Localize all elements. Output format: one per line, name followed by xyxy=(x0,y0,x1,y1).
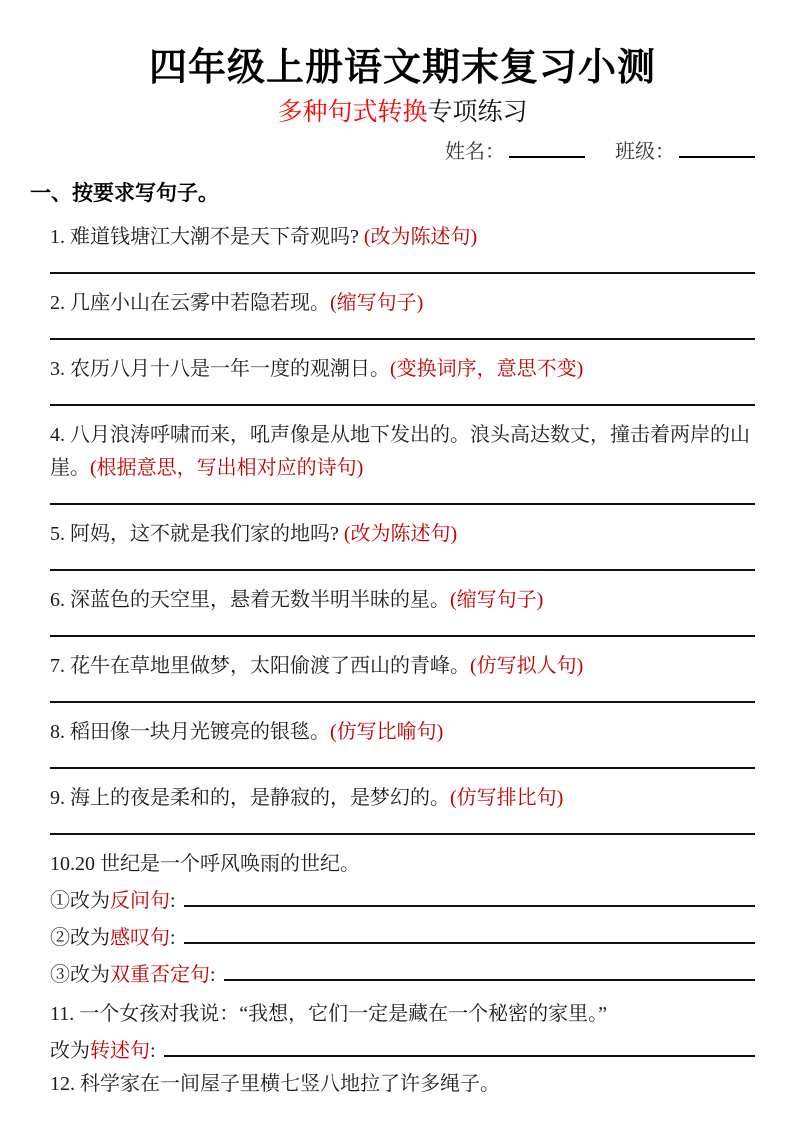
question-7-text: 7. 花牛在草地里做梦，太阳偷渡了西山的青峰。 xyxy=(50,655,470,677)
page-title: 四年级上册语文期末复习小测 xyxy=(148,47,656,89)
question-10-subitem-3 xyxy=(50,955,755,992)
subitem-3-answer-line xyxy=(224,955,755,981)
subitem-2-answer-line xyxy=(184,918,755,944)
question-4-text: 4. 八月浪涛呼啸而来，吼声像是从地下发出的。浪头高达数丈，撞击着两岸的山崖。 xyxy=(50,424,750,479)
answer-line-5 xyxy=(50,551,755,571)
question-10-subitem-1 xyxy=(50,881,755,918)
question-9-text: 9. 海上的夜是柔和的，是静寂的，是梦幻的。 xyxy=(50,787,450,809)
question-11-answer-line xyxy=(164,1031,755,1057)
answer-line-8 xyxy=(50,749,755,769)
subtitle xyxy=(50,94,755,130)
question-1-text: 1. 难道钱塘江大潮不是天下奇观吗? xyxy=(50,226,364,248)
subitem-1-prefix: ①改为 xyxy=(50,890,110,912)
question-1 xyxy=(50,221,755,254)
question-11-convert-term: 转述句 xyxy=(90,1040,150,1062)
subitem-1-term: 反问句 xyxy=(110,890,170,912)
name-class-row xyxy=(50,138,755,166)
answer-line-9 xyxy=(50,815,755,835)
answer-line-2 xyxy=(50,320,755,340)
question-11-convert-prefix: 改为 xyxy=(50,1040,90,1062)
question-9 xyxy=(50,782,755,815)
question-10-subitem-2 xyxy=(50,918,755,955)
question-5-text: 5. 阿妈，这不就是我们家的地吗? xyxy=(50,523,344,545)
question-5-instruction: (改为陈述句) xyxy=(343,523,458,545)
question-11: 11. 一个女孩对我说：“我想，它们一定是藏在一个秘密的家里。” xyxy=(50,1003,608,1025)
question-6 xyxy=(50,584,755,617)
question-7-instruction: (仿写拟人句) xyxy=(470,655,584,677)
question-1-instruction: (改为陈述句) xyxy=(363,226,478,248)
subitem-3-term: 双重否定句 xyxy=(110,964,210,986)
question-7 xyxy=(50,650,755,683)
subitem-2-term: 感叹句 xyxy=(110,927,170,949)
subitem-2-colon: : xyxy=(170,927,176,949)
name-blank xyxy=(509,138,585,158)
subtitle-rest: 专项练习 xyxy=(427,98,528,126)
question-8-instruction: (仿写比喻句) xyxy=(330,721,444,743)
question-11-convert-colon: : xyxy=(150,1040,156,1062)
answer-line-4 xyxy=(50,485,755,505)
subitem-2-prefix: ②改为 xyxy=(50,927,110,949)
answer-line-3 xyxy=(50,386,755,406)
question-3 xyxy=(50,353,755,386)
name-label: 姓名： xyxy=(445,141,505,163)
question-10: 10.20 世纪是一个呼风唤雨的世纪。 xyxy=(50,853,360,875)
question-6-instruction: (缩写句子) xyxy=(450,589,544,611)
question-4-instruction: (根据意思，写出相对应的诗句) xyxy=(90,457,364,479)
question-4 xyxy=(50,419,755,485)
subitem-1-colon: : xyxy=(170,890,176,912)
question-9-instruction: (仿写排比句) xyxy=(450,787,564,809)
question-11-convert-row xyxy=(50,1031,755,1068)
subitem-3-colon: : xyxy=(210,964,216,986)
answer-line-1 xyxy=(50,254,755,274)
answer-line-7 xyxy=(50,683,755,703)
subtitle-highlight: 多种句式转换 xyxy=(277,98,428,126)
question-12: 12. 科学家在一间屋子里横七竖八地拉了许多绳子。 xyxy=(50,1073,500,1095)
question-5 xyxy=(50,518,755,551)
subitem-3-prefix: ③改为 xyxy=(50,964,110,986)
question-2-instruction: (缩写句子) xyxy=(330,292,424,314)
section-heading: 一、按要求写句子。 xyxy=(30,182,219,205)
question-2-text: 2. 几座小山在云雾中若隐若现。 xyxy=(50,292,330,314)
class-blank xyxy=(679,138,755,158)
answer-line-6 xyxy=(50,617,755,637)
question-3-text: 3. 农历八月十八是一年一度的观潮日。 xyxy=(50,358,390,380)
question-3-instruction: (变换词序，意思不变) xyxy=(390,358,584,380)
question-8-text: 8. 稻田像一块月光镀亮的银毯。 xyxy=(50,721,330,743)
question-8 xyxy=(50,716,755,749)
subitem-1-answer-line xyxy=(184,881,755,907)
question-6-text: 6. 深蓝色的天空里，悬着无数半明半昧的星。 xyxy=(50,589,450,611)
class-label: 班级： xyxy=(615,141,675,163)
question-2 xyxy=(50,287,755,320)
